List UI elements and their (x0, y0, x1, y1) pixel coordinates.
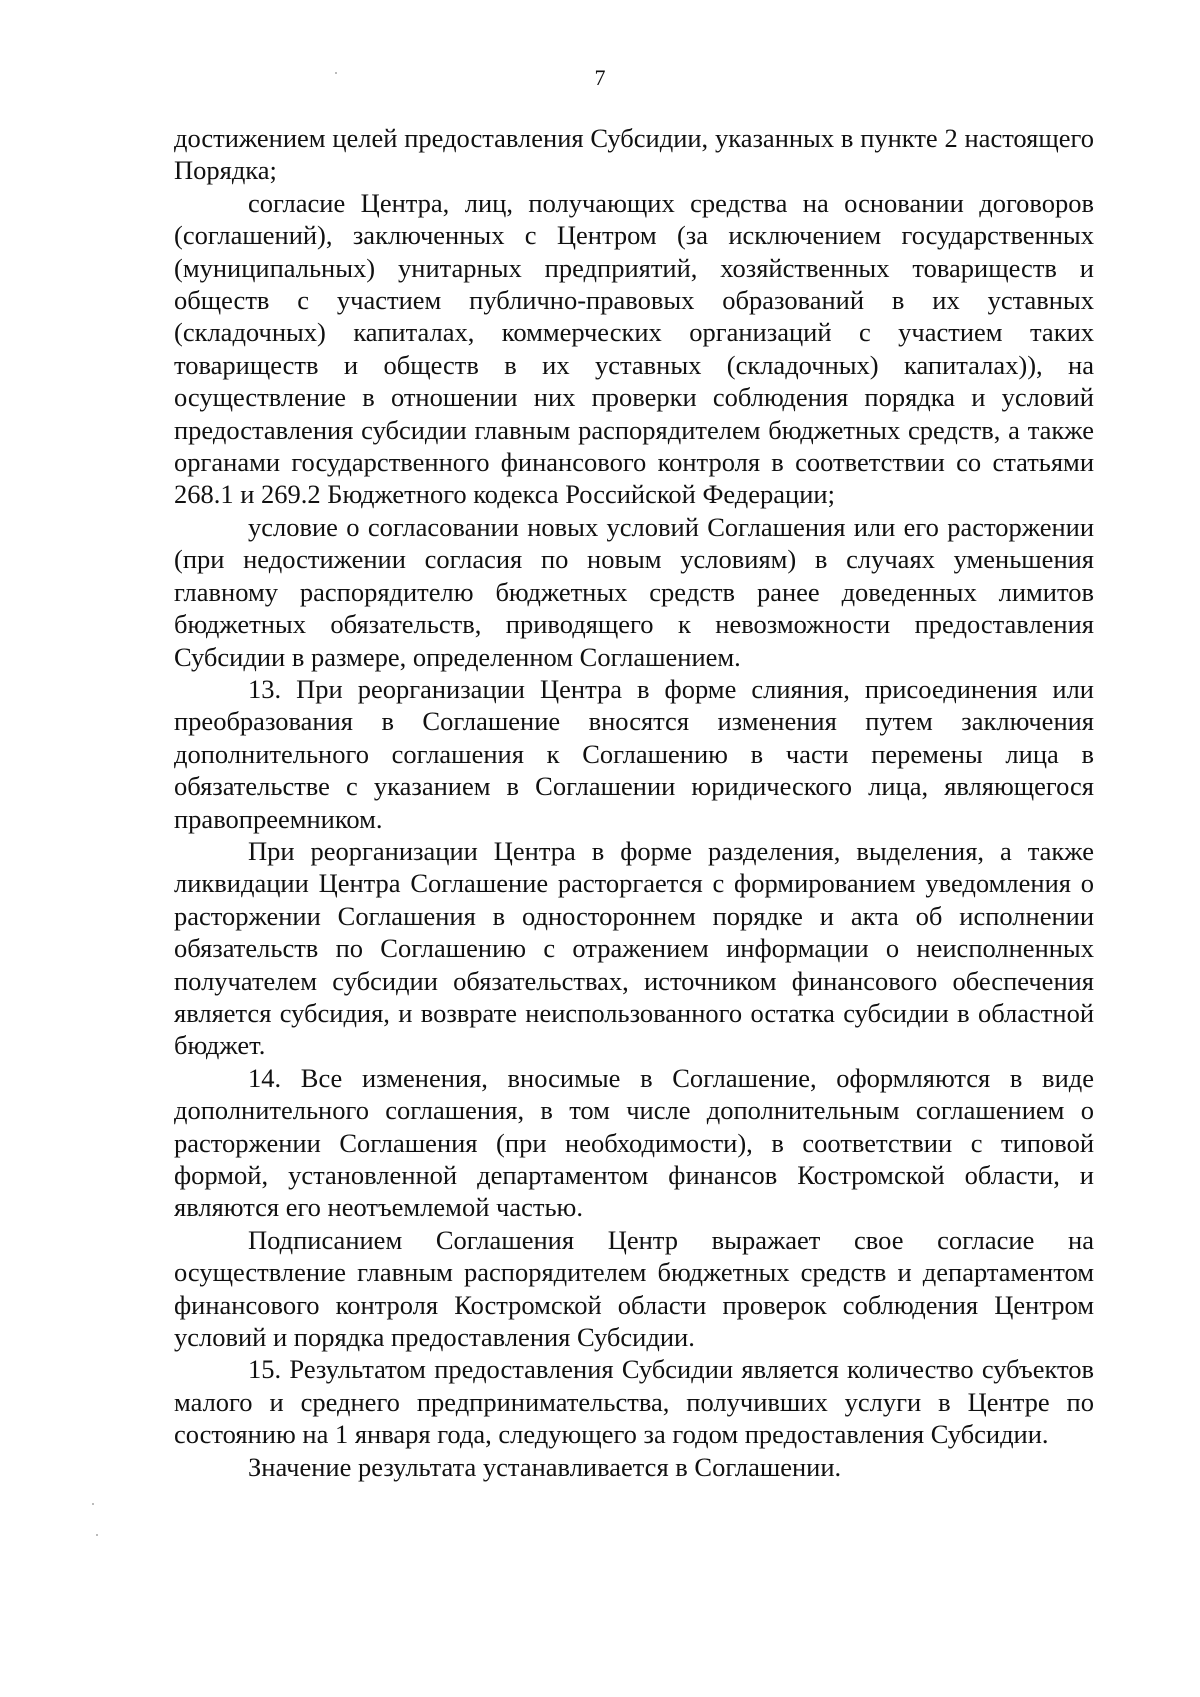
paragraph-reorganization-termination: При реорганизации Центра в форме разделения, выделения, а также ликвидации Центра Соглашение расторгается с формированием уведомления о расторжении Соглашения в одностороннем порядке и акта об исполнении обязательств по Соглашению с отражением информации о неисполненных получателем субсидии обязательствах, источником финансового обеспечения является субсидия, и возврате неиспользованного остатка субсидии в областной бюджет. (174, 835, 1094, 1061)
scan-artifact (96, 1534, 98, 1536)
scan-artifact (335, 72, 337, 74)
paragraph-result-value: Значение результата устанавливается в Соглашении. (248, 1451, 842, 1482)
paragraph-agreement-terms: условие о согласовании новых условий Соглашения или его расторжении (при недостижении согласия по новым условиям) в случаях уменьшения главному распорядителю бюджетных средств ранее доведенных лимитов бюджетных обязательств, приводящего к невозможности предоставления Субсидии в размере, определенном Соглашением. (174, 511, 1094, 672)
paragraph-consent-audit: согласие Центра, лиц, получающих средства на основании договоров (соглашений), заключенных с Центром (за исключением государственных (муниципальных) унитарных предприятий, хозяйственных товариществ и обществ с участием публично-правовых образований в их уставных (складочных) капиталах, коммерческих организаций с участием таких товариществ и обществ в их уставных (складочных) капиталах)), на осуществление в отношении них проверки соблюдения порядка и условий предоставления субсидии главным распорядителем бюджетных средств, а также органами государственного финансового контроля в соответствии со статьями 268.1 и 269.2 Бюджетного кодекса Российской Федерации; (174, 187, 1094, 510)
paragraph-item-13: 13. При реорганизации Центра в форме слияния, присоединения или преобразования в Соглашение вносятся изменения путем заключения дополнительного соглашения к Соглашению в части перемены лица в обязательстве с указанием в Соглашении юридического лица, являющегося правопреемником. (174, 673, 1094, 834)
paragraph-continuation: достижением целей предоставления Субсидии, указанных в пункте 2 настоящего Порядка; (174, 123, 1094, 186)
paragraph-item-15: 15. Результатом предоставления Субсидии является количество субъектов малого и среднего предпринимательства, получивших услуги в Центре по состоянию на 1 января года, следующего за годом предоставления Субсидии. (174, 1354, 1094, 1450)
scan-artifact (92, 1503, 94, 1505)
paragraph-item-14: 14. Все изменения, вносимые в Соглашение, оформляются в виде дополнительного соглашения, в том числе дополнительным соглашением о расторжении Соглашения (при необходимости), в соответствии с типовой формой, установленной департаментом финансов Костромской области, и являются его неотъемлемой частью. (174, 1062, 1094, 1223)
document-body (174, 122, 1094, 1483)
page-number: 7 (594, 65, 606, 90)
paragraph-signing-consent: Подписанием Соглашения Центр выражает свое согласие на осуществление главным распорядителем бюджетных средств и департаментом финансового контроля Костромской области проверок соблюдения Центром условий и порядка предоставления Субсидии. (174, 1224, 1094, 1353)
